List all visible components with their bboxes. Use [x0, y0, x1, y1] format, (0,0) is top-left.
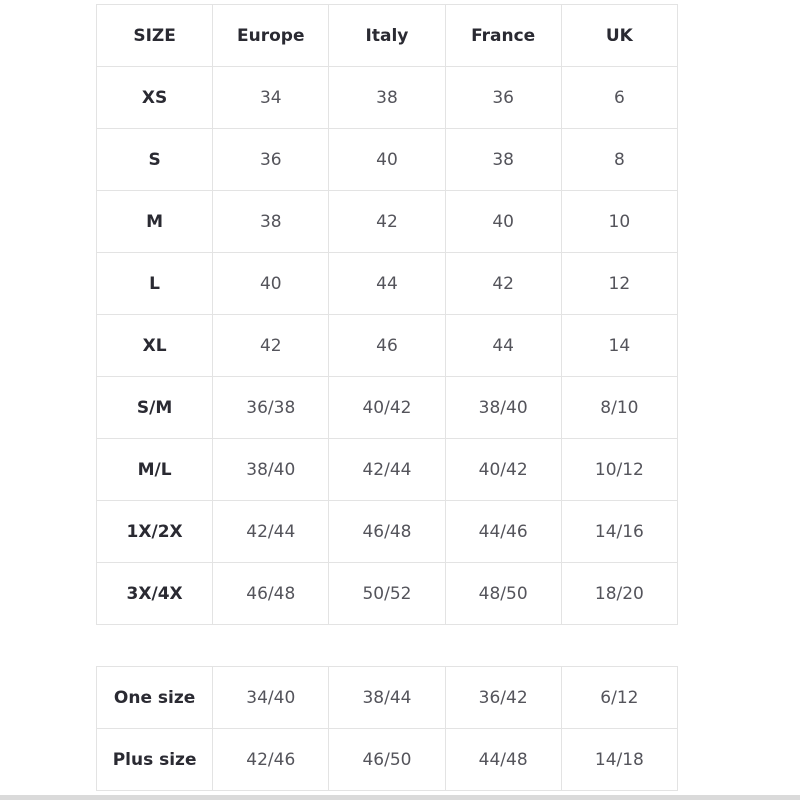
size-value-cell: 38	[329, 67, 445, 129]
size-value-cell: 8/10	[561, 377, 677, 439]
table-row	[97, 315, 678, 377]
size-value-cell: 44/48	[445, 729, 561, 791]
size-value-cell: 36/42	[445, 667, 561, 729]
size-value-cell: 42/44	[213, 501, 329, 563]
size-value-cell: 42/44	[329, 439, 445, 501]
table-row	[97, 67, 678, 129]
size-value-cell: 38/40	[213, 439, 329, 501]
size-value-cell: 34	[213, 67, 329, 129]
row-size-label: S/M	[97, 377, 213, 439]
table-row	[97, 191, 678, 253]
row-size-label: 1X/2X	[97, 501, 213, 563]
page-bottom-divider	[0, 795, 800, 800]
size-value-cell: 38	[213, 191, 329, 253]
row-size-label: XL	[97, 315, 213, 377]
size-value-cell: 42	[329, 191, 445, 253]
table-row	[97, 729, 678, 791]
size-value-cell: 42	[445, 253, 561, 315]
size-value-cell: 46/48	[213, 563, 329, 625]
table-row	[97, 253, 678, 315]
row-size-label: L	[97, 253, 213, 315]
size-value-cell: 46	[329, 315, 445, 377]
column-header-france: France	[445, 5, 561, 67]
size-value-cell: 18/20	[561, 563, 677, 625]
table-row	[97, 377, 678, 439]
size-value-cell: 40	[445, 191, 561, 253]
size-value-cell: 12	[561, 253, 677, 315]
size-value-cell: 6	[561, 67, 677, 129]
size-value-cell: 44/46	[445, 501, 561, 563]
size-value-cell: 46/48	[329, 501, 445, 563]
size-value-cell: 48/50	[445, 563, 561, 625]
size-value-cell: 40/42	[445, 439, 561, 501]
size-value-cell: 40	[213, 253, 329, 315]
size-value-cell: 10	[561, 191, 677, 253]
size-value-cell: 50/52	[329, 563, 445, 625]
size-table-header	[97, 5, 678, 67]
size-value-cell: 42	[213, 315, 329, 377]
size-value-cell: 36	[445, 67, 561, 129]
size-value-cell: 40/42	[329, 377, 445, 439]
size-value-cell: 14	[561, 315, 677, 377]
special-sizes-body	[97, 667, 678, 791]
size-value-cell: 34/40	[213, 667, 329, 729]
row-size-label: 3X/4X	[97, 563, 213, 625]
column-header-size: SIZE	[97, 5, 213, 67]
size-value-cell: 8	[561, 129, 677, 191]
size-value-cell: 42/46	[213, 729, 329, 791]
special-sizes-table	[96, 666, 678, 791]
table-row	[97, 563, 678, 625]
column-header-italy: Italy	[329, 5, 445, 67]
size-value-cell: 46/50	[329, 729, 445, 791]
size-conversion-table	[96, 4, 678, 625]
row-size-label: M/L	[97, 439, 213, 501]
size-value-cell: 38/40	[445, 377, 561, 439]
size-value-cell: 44	[329, 253, 445, 315]
size-value-cell: 6/12	[561, 667, 677, 729]
table-row	[97, 129, 678, 191]
size-value-cell: 36	[213, 129, 329, 191]
size-value-cell: 14/18	[561, 729, 677, 791]
row-size-label: S	[97, 129, 213, 191]
column-header-uk: UK	[561, 5, 677, 67]
row-size-label: M	[97, 191, 213, 253]
size-value-cell: 14/16	[561, 501, 677, 563]
header-row	[97, 5, 678, 67]
size-value-cell: 10/12	[561, 439, 677, 501]
table-row	[97, 667, 678, 729]
table-row	[97, 501, 678, 563]
size-value-cell: 40	[329, 129, 445, 191]
column-header-europe: Europe	[213, 5, 329, 67]
row-size-label: One size	[97, 667, 213, 729]
row-size-label: XS	[97, 67, 213, 129]
size-table-body	[97, 67, 678, 625]
size-value-cell: 38/44	[329, 667, 445, 729]
table-row	[97, 439, 678, 501]
row-size-label: Plus size	[97, 729, 213, 791]
size-value-cell: 38	[445, 129, 561, 191]
size-value-cell: 36/38	[213, 377, 329, 439]
size-value-cell: 44	[445, 315, 561, 377]
